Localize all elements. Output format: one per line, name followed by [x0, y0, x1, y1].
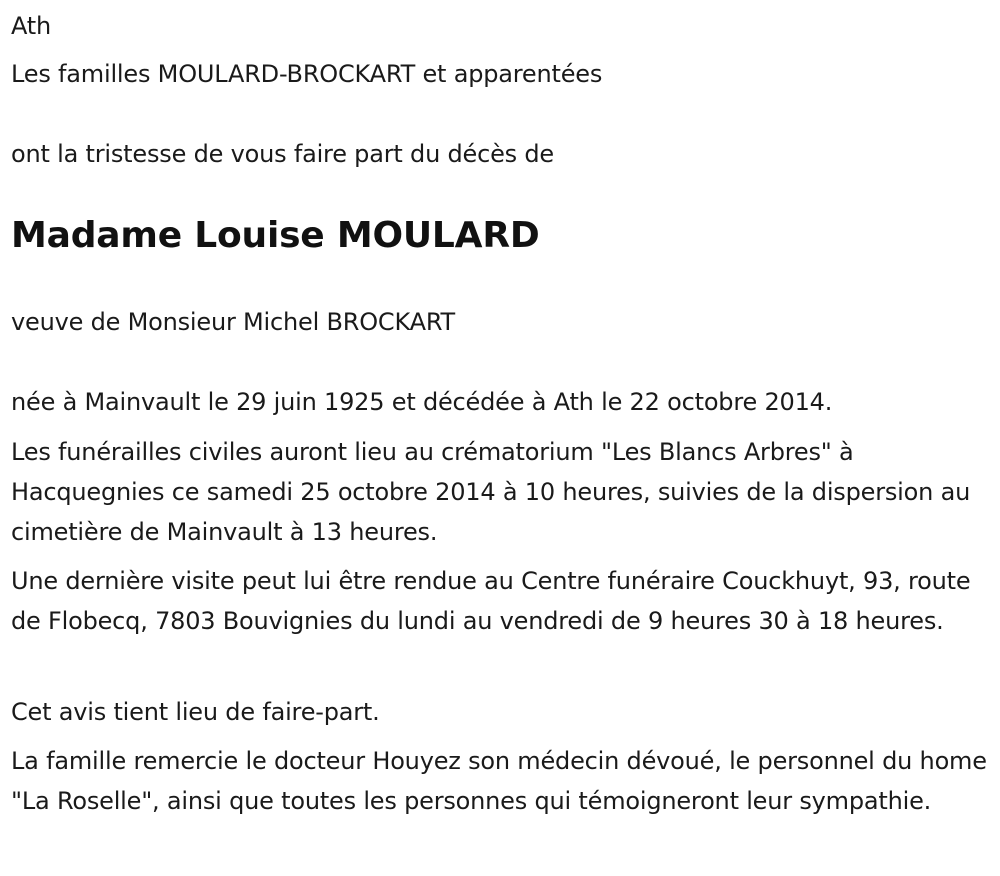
deceased-name: Madame Louise MOULARD	[11, 215, 540, 256]
notice-funeral: Les funérailles civiles auront lieu au crématorium "Les Blancs Arbres" à Hacquegnies ce samedi 25 octobre 2014 à 10 heures, suivies de la dispersion au cimetière de Mainvault à 13 heures.	[11, 438, 971, 546]
notice-visit: Une dernière visite peut lui être rendue au Centre funéraire Couckhuyt, 93, route de Flobecq, 7803 Bouvignies du lundi au vendredi de 9 heures 30 à 18 heures.	[11, 567, 971, 635]
notice-location: Ath	[11, 12, 52, 40]
notice-families: Les familles MOULARD-BROCKART et apparentées	[11, 60, 603, 88]
notice-birth-death: née à Mainvault le 29 juin 1925 et décédée à Ath le 22 octobre 2014.	[11, 388, 833, 416]
notice-widow-of: veuve de Monsieur Michel BROCKART	[11, 308, 456, 336]
notice-faire-part: Cet avis tient lieu de faire-part.	[11, 698, 380, 726]
notice-thanks: La famille remercie le docteur Houyez son médecin dévoué, le personnel du home "La Roselle", ainsi que toutes les personnes qui témoigneront leur sympathie.	[11, 747, 987, 815]
notice-announcement: ont la tristesse de vous faire part du décès de	[11, 140, 554, 168]
